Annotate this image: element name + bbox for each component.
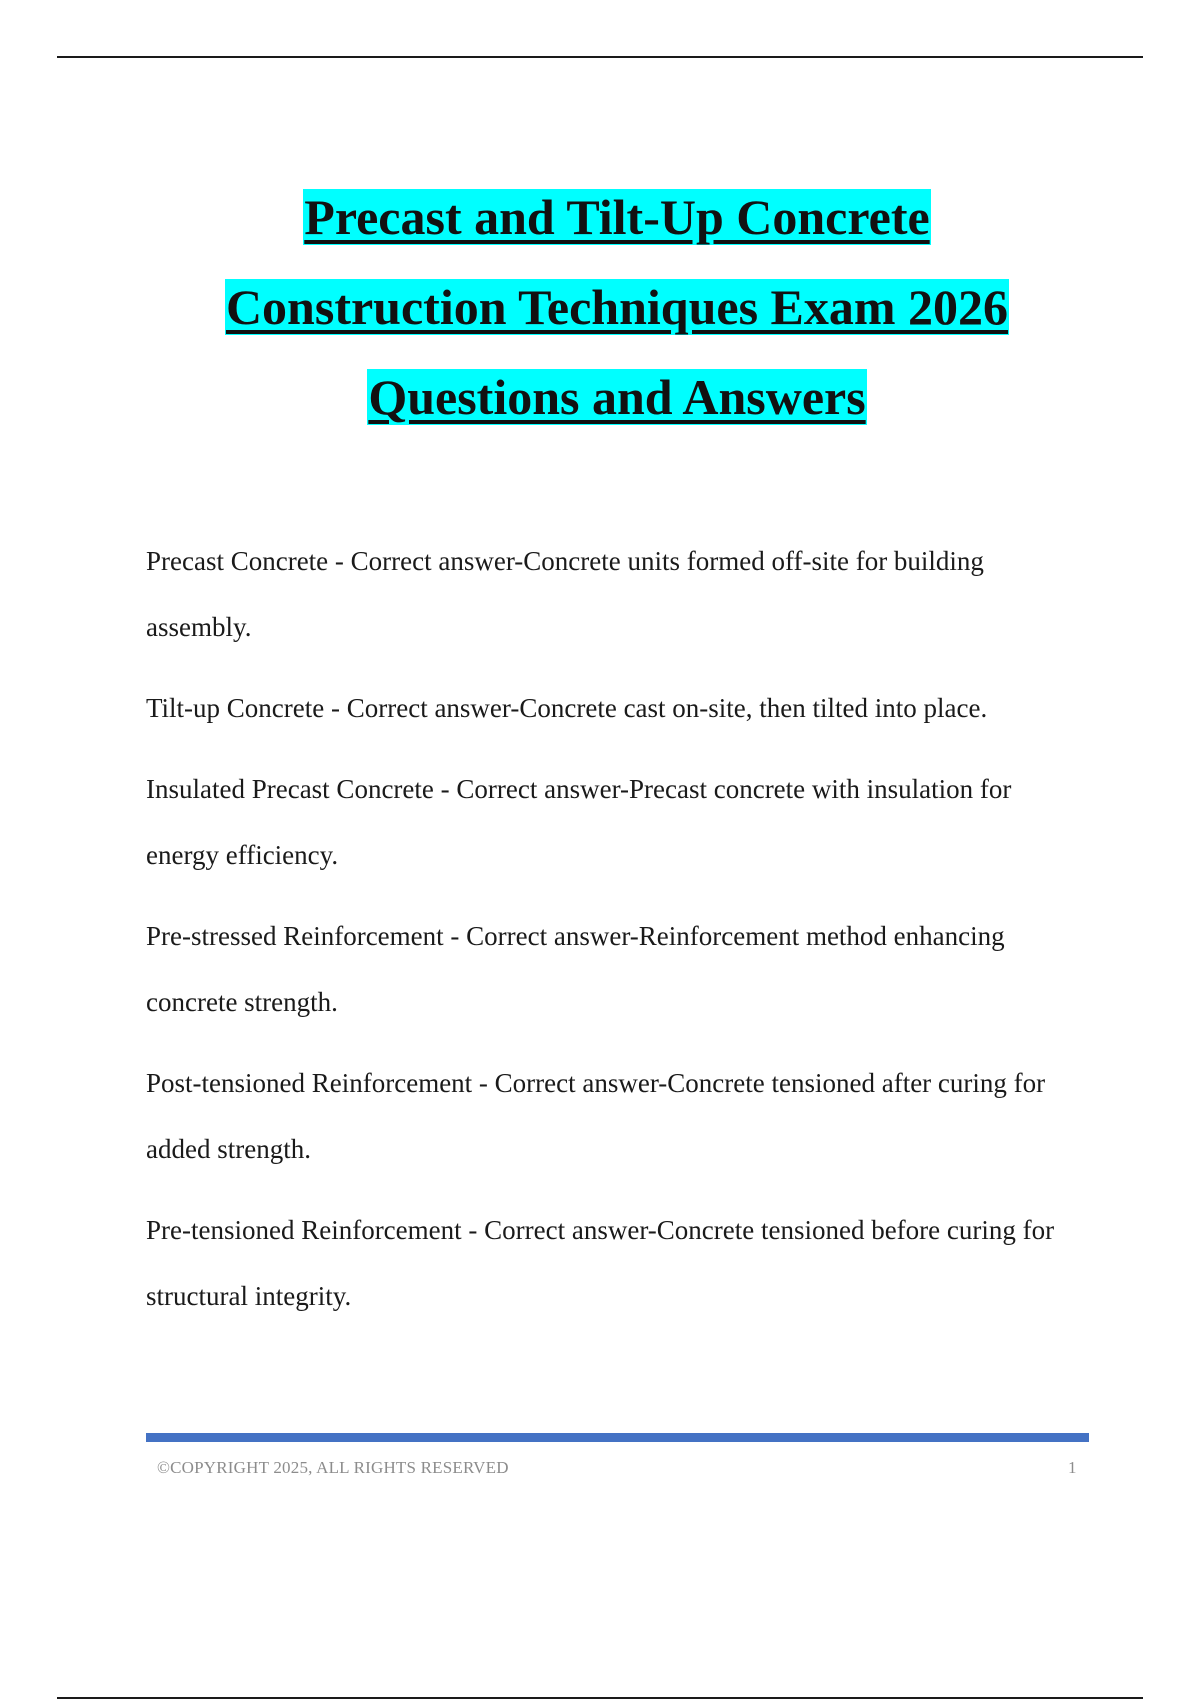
title-line-2: Construction Techniques Exam 2026 — [225, 279, 1009, 335]
footer-bar — [146, 1433, 1089, 1442]
title-line-1: Precast and Tilt-Up Concrete — [304, 189, 930, 245]
qa-item: Precast Concrete - Correct answer-Concrete units formed off-site for building assembly. — [146, 546, 984, 642]
document-title — [0, 172, 1200, 442]
qa-item: Pre-stressed Reinforcement - Correct answer-Reinforcement method enhancing concrete strength. — [146, 921, 1005, 1017]
bottom-divider — [57, 1697, 1143, 1699]
footer-copyright: ©COPYRIGHT 2025, ALL RIGHTS RESERVED — [157, 1458, 509, 1477]
footer-page-number: 1 — [1068, 1458, 1077, 1477]
qa-list — [146, 528, 1091, 1344]
qa-item: Tilt-up Concrete - Correct answer-Concrete cast on-site, then tilted into place. — [146, 693, 988, 723]
qa-item: Insulated Precast Concrete - Correct answer-Precast concrete with insulation for energy efficiency. — [146, 774, 1012, 870]
title-line-3: Questions and Answers — [368, 369, 866, 425]
qa-item: Pre-tensioned Reinforcement - Correct answer-Concrete tensioned before curing for structural integrity. — [146, 1215, 1055, 1311]
qa-item: Post-tensioned Reinforcement - Correct answer-Concrete tensioned after curing for added strength. — [146, 1068, 1046, 1164]
top-divider — [57, 56, 1143, 58]
